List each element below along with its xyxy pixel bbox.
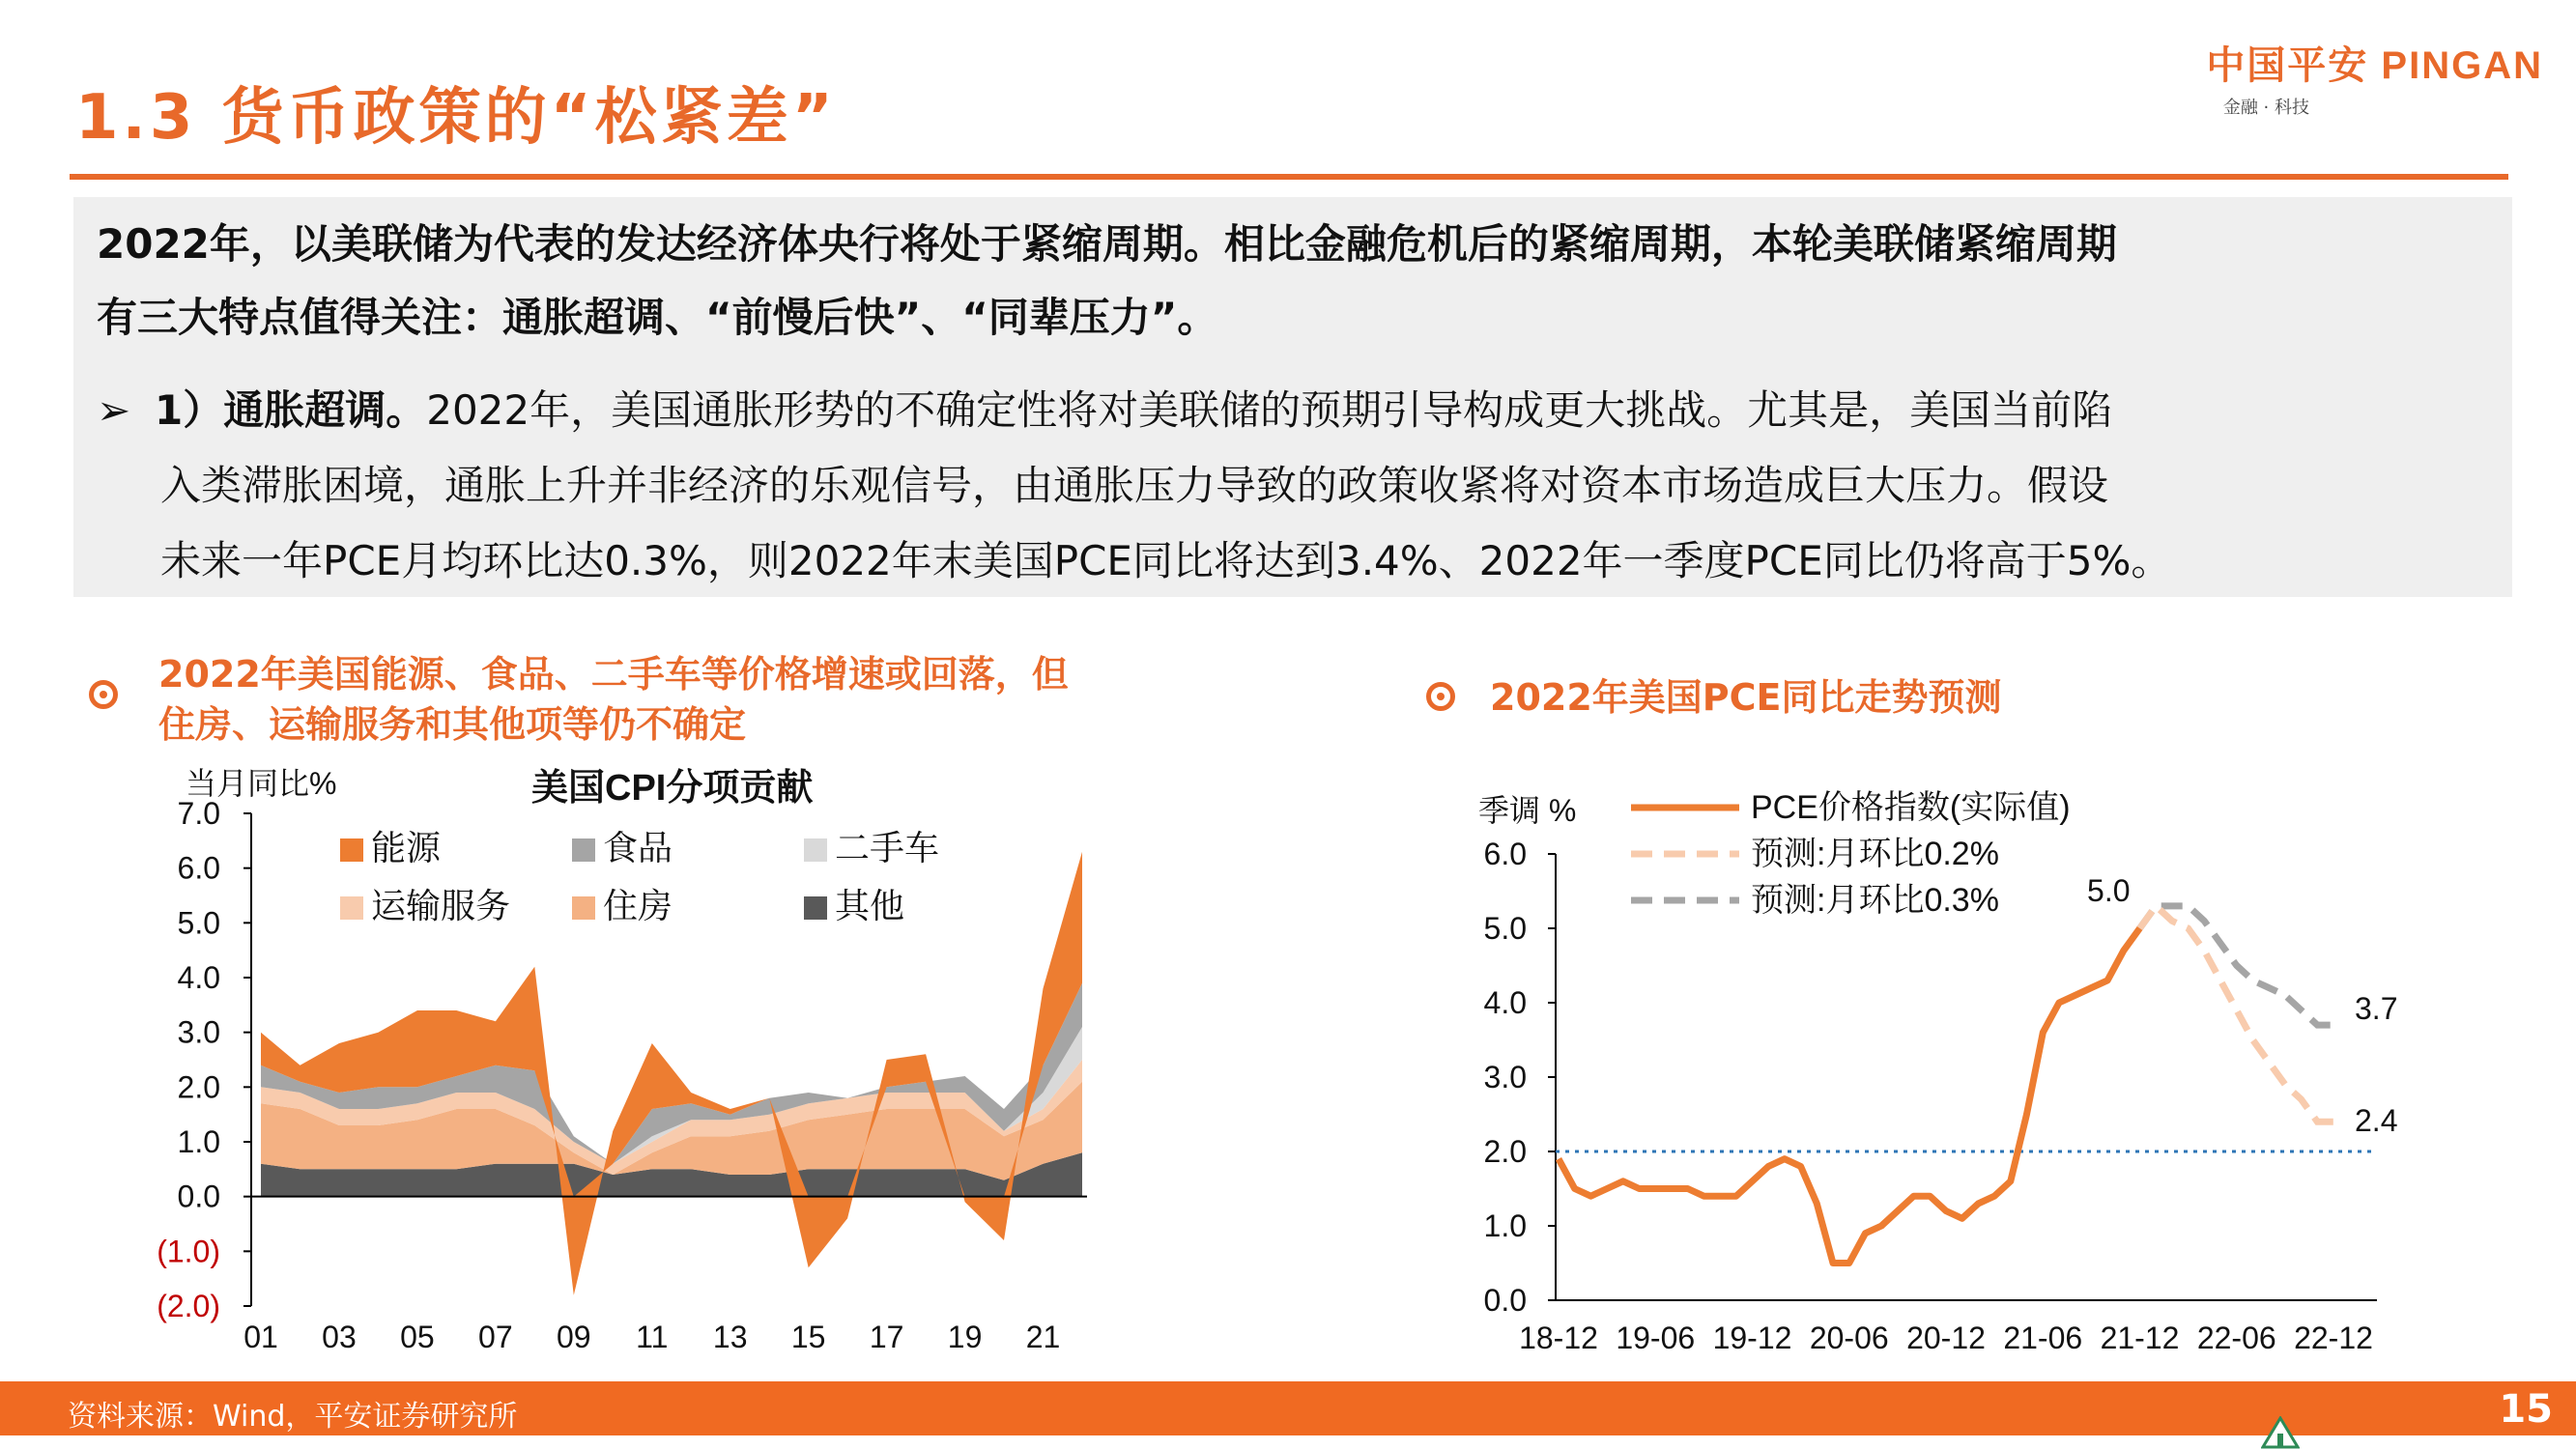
bullet-lead: 1）通胀超调。 bbox=[155, 386, 427, 434]
pce-x-tick-label: 21-06 bbox=[2003, 1321, 2083, 1355]
page-title: 1.3 货币政策的“松紧差” bbox=[75, 82, 837, 154]
pce-y-ticks bbox=[1484, 837, 1556, 1318]
pce-forecast-line-1 bbox=[2140, 906, 2334, 1122]
cpi-y-ticks bbox=[157, 796, 251, 1323]
pce-y-tick-label: 0.0 bbox=[1483, 1283, 1527, 1318]
page-number: 15 bbox=[2499, 1387, 2553, 1432]
cpi-x-tick-label: 09 bbox=[557, 1320, 591, 1354]
cpi-y-axis-label: 当月同比% bbox=[186, 766, 337, 801]
cpi-legend-label: 运输服务 bbox=[371, 886, 511, 925]
footer-source: 资料来源：Wind，平安证券研究所 bbox=[68, 1400, 518, 1434]
cpi-legend-label: 住房 bbox=[603, 886, 673, 925]
cpi-legend-label: 能源 bbox=[371, 828, 442, 867]
cpi-x-ticks bbox=[243, 1320, 1060, 1354]
summary-lead-paragraph bbox=[97, 208, 2493, 355]
cpi-legend bbox=[340, 828, 939, 925]
bullet-text: 2022年，美国通胀形势的不确定性将对美联储的预期引导构成更大挑战。尤其是，美国当前陷 bbox=[426, 386, 2113, 434]
pce-y-tick-label: 6.0 bbox=[1483, 837, 1527, 871]
summary-lead-line: 有三大特点值得关注：通胀超调、“前慢后快”、“同辈压力”。 bbox=[97, 294, 1218, 341]
cpi-y-tick-label: 0.0 bbox=[177, 1179, 220, 1214]
bullet-arrow-icon: ➢ bbox=[97, 386, 131, 434]
cpi-y-tick-label: 6.0 bbox=[177, 850, 220, 886]
cpi-y-tick-label: 4.0 bbox=[177, 960, 220, 995]
pce-y-tick-label: 4.0 bbox=[1483, 985, 1527, 1020]
cpi-contribution-chart bbox=[135, 763, 1102, 1362]
cpi-x-tick-label: 07 bbox=[478, 1320, 513, 1354]
cpi-x-tick-label: 21 bbox=[1025, 1320, 1061, 1354]
title-divider bbox=[70, 174, 2508, 180]
pce-actual-line bbox=[1559, 928, 2140, 1264]
cpi-legend-swatch bbox=[340, 896, 363, 920]
pce-annotation-label: 2.4 bbox=[2355, 1103, 2398, 1139]
footer-logo-mark-icon bbox=[2261, 1416, 2300, 1449]
pce-x-ticks bbox=[1519, 1321, 2373, 1355]
cpi-legend-label: 食品 bbox=[603, 828, 673, 867]
cpi-x-tick-label: 01 bbox=[243, 1320, 278, 1354]
cpi-x-tick-label: 05 bbox=[400, 1320, 435, 1354]
bullet-line-3: 未来一年PCE月均环比达0.3%，则2022年末美国PCE同比将达到3.4%、2022年一季度PCE同比仍将高于5%。 bbox=[160, 537, 2172, 584]
cpi-x-tick-label: 15 bbox=[790, 1320, 826, 1354]
pce-annotation-label: 3.7 bbox=[2355, 991, 2398, 1027]
summary-lead-line: 2022年，以美联储为代表的发达经济体央行将处于紧缩周期。相比金融危机后的紧缩周期，本轮美联储紧缩周期 bbox=[97, 220, 2117, 268]
pce-lines bbox=[1556, 906, 2377, 1264]
pce-legend bbox=[1631, 789, 2071, 919]
cpi-legend-swatch bbox=[572, 896, 595, 920]
cpi-legend-swatch bbox=[340, 838, 363, 862]
logo-main-text: 中国平安 PINGAN bbox=[2206, 44, 2543, 87]
pce-x-tick-label: 21-12 bbox=[2100, 1321, 2180, 1355]
cpi-legend-swatch bbox=[804, 896, 827, 920]
cpi-y-tick-label: (2.0) bbox=[157, 1289, 220, 1323]
pce-forecast-line-2 bbox=[2140, 906, 2334, 1025]
pce-x-tick-label: 19-06 bbox=[1616, 1321, 1696, 1355]
cpi-legend-label: 二手车 bbox=[835, 828, 940, 867]
cpi-x-tick-label: 17 bbox=[869, 1320, 904, 1354]
left-heading-line: 住房、运输服务和其他项等仍不确定 bbox=[158, 703, 747, 746]
bullet-line-1 bbox=[97, 373, 2512, 448]
left-heading-line: 2022年美国能源、食品、二手车等价格增速或回落，但 bbox=[158, 653, 1069, 696]
pce-x-tick-label: 20-06 bbox=[1809, 1321, 1889, 1355]
pce-x-tick-label: 18-12 bbox=[1519, 1321, 1598, 1355]
pce-forecast-chart bbox=[1449, 773, 2416, 1362]
pce-y-axis-label: 季调 % bbox=[1478, 793, 1577, 828]
pce-x-tick-label: 19-12 bbox=[1712, 1321, 1792, 1355]
cpi-y-tick-label: 7.0 bbox=[177, 796, 220, 831]
pce-legend-label: 预测:月环比0.3% bbox=[1751, 882, 1999, 919]
pce-x-tick-label: 22-12 bbox=[2294, 1321, 2373, 1355]
target-bullet-icon bbox=[89, 680, 118, 709]
cpi-legend-swatch bbox=[804, 838, 827, 862]
pce-y-tick-label: 5.0 bbox=[1483, 911, 1527, 946]
pce-annotation-label: 5.0 bbox=[2087, 873, 2131, 908]
cpi-y-tick-label: (1.0) bbox=[157, 1234, 220, 1269]
pce-y-tick-label: 1.0 bbox=[1483, 1208, 1527, 1243]
cpi-y-tick-label: 1.0 bbox=[177, 1124, 220, 1159]
bullet-paragraph bbox=[97, 373, 2512, 599]
cpi-y-tick-label: 3.0 bbox=[177, 1014, 220, 1050]
cpi-x-tick-label: 19 bbox=[947, 1320, 983, 1354]
logo-sub-text: 金融 · 科技 bbox=[2222, 98, 2309, 118]
pce-x-tick-label: 22-06 bbox=[2196, 1321, 2276, 1355]
cpi-x-tick-label: 13 bbox=[712, 1320, 748, 1354]
right-section-heading: 2022年美国PCE同比走势预测 bbox=[1490, 676, 2002, 719]
pce-y-tick-label: 2.0 bbox=[1483, 1134, 1527, 1169]
cpi-x-tick-label: 03 bbox=[322, 1320, 357, 1354]
cpi-y-tick-label: 2.0 bbox=[177, 1069, 220, 1105]
cpi-legend-swatch bbox=[572, 838, 595, 862]
cpi-x-tick-label: 11 bbox=[636, 1320, 669, 1354]
footer-bottom-strip bbox=[0, 1435, 2576, 1449]
cpi-chart-title: 美国CPI分项贡献 bbox=[531, 768, 814, 809]
cpi-y-tick-label: 5.0 bbox=[177, 905, 220, 941]
target-bullet-icon bbox=[1426, 682, 1455, 711]
left-section-heading bbox=[158, 649, 1069, 750]
pce-y-tick-label: 3.0 bbox=[1483, 1060, 1527, 1094]
pce-annotations bbox=[2087, 873, 2397, 1138]
cpi-legend-label: 其他 bbox=[835, 886, 905, 925]
bullet-line-2: 入类滞胀困境，通胀上升并非经济的乐观信号，由通胀压力导致的政策收紧将对资本市场造成巨大压力。假设 bbox=[160, 462, 2109, 509]
pce-x-tick-label: 20-12 bbox=[1906, 1321, 1986, 1355]
pce-legend-label: 预测:月环比0.2% bbox=[1751, 836, 1999, 872]
pce-legend-label: PCE价格指数(实际值) bbox=[1751, 789, 2071, 826]
company-logo bbox=[2206, 35, 2543, 119]
